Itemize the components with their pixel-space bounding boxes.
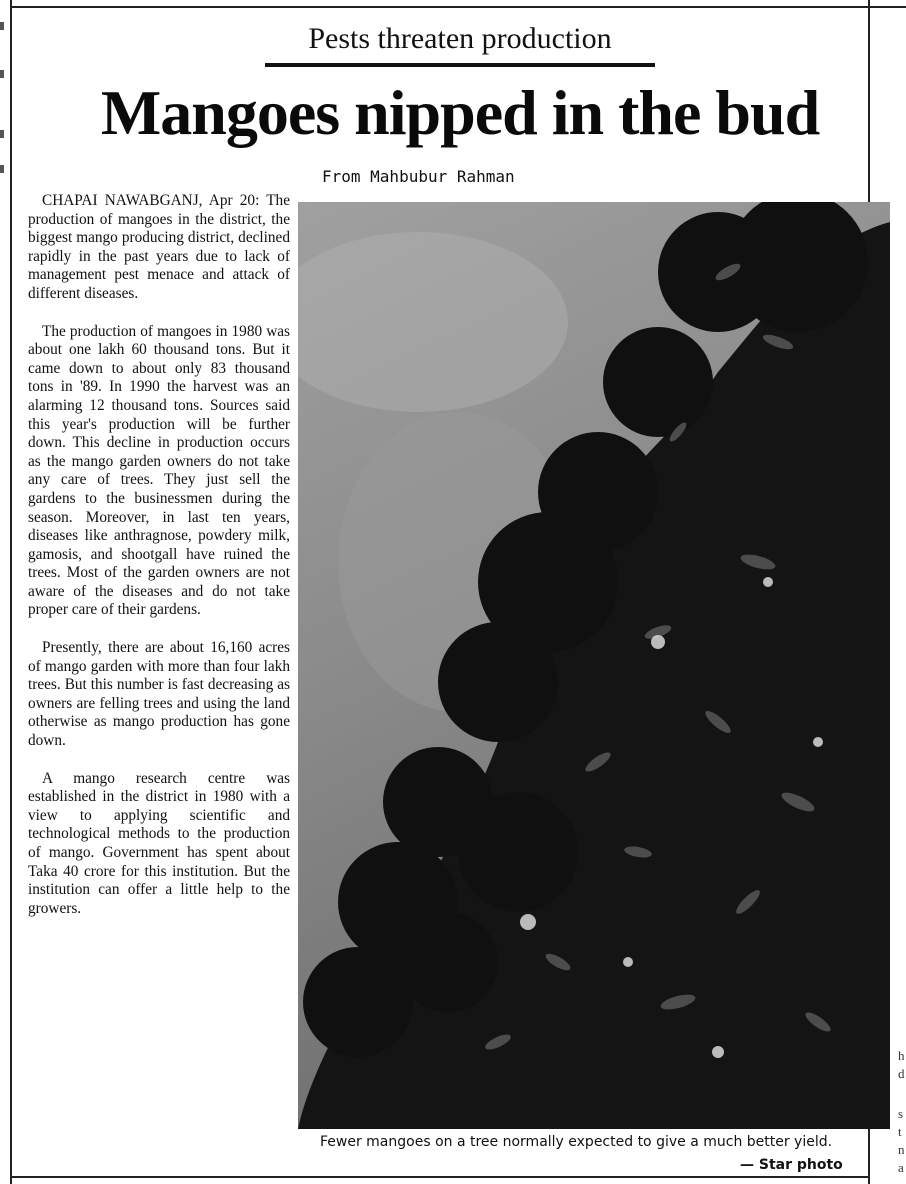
byline: From Mahbubur Rahman [322, 167, 515, 186]
article-paragraph: CHAPAI NAWABGANJ, Apr 20: The production of mangoes in the district, the biggest mango producing district, declined rapidly in the past years due to lack of management pest menace and attack of different diseases. [28, 192, 290, 302]
frame-left-rule [10, 0, 12, 1184]
main-headline: Mangoes nipped in the bud [100, 77, 820, 148]
edge-fragment: n [898, 1142, 905, 1157]
article-paragraph: Presently, there are about 16,160 acres of mango garden with more than four lakh trees. But this number is fast decreasing as owners are felling trees and using the land otherwise as mango production has gone down. [28, 639, 290, 750]
article-paragraph: A mango research centre was established in the district in 1980 with a view to applying scientific and technological methods to the production of mango. Government has spent about Taka 40 crore for this institution. But the institution can offer a little help to the growers. [28, 769, 290, 917]
kicker-subheadline: Pests threaten production [308, 22, 612, 55]
edge-fragment: d [898, 1066, 905, 1081]
kicker-underline [265, 63, 655, 67]
mango-tree-illustration [298, 202, 890, 1129]
mango-tree-photo [298, 202, 890, 1129]
edge-fragment: s [898, 1106, 904, 1121]
edge-fragment: a [898, 1160, 904, 1175]
article-body [28, 192, 290, 937]
article-paragraph: The production of mangoes in 1980 was about one lakh 60 thousand tons. But it came down to about only 83 thousand tons in '89. In 1990 the harvest was an alarming 12 thousand tons. Sources said this year's production will be further down. This decline in production occurs as the mango garden owners do not take any care of trees. They just sell the gardens to the businessmen during the season. Moreover, in last ten years, diseases like anthragnose, powdery milk, gamosis, and shootgall have ruined the trees. Most of the garden owners are not aware of the diseases and do not take proper care of their gardens. [28, 322, 290, 619]
edge-fragment: t [898, 1124, 902, 1139]
photo-caption: Fewer mangoes on a tree normally expected to give a much better yield. [320, 1134, 833, 1150]
photo-credit: — Star photo [740, 1157, 843, 1173]
frame-bottom-rule [10, 1176, 870, 1178]
frame-top-rule [10, 6, 906, 8]
edge-fragment: h [898, 1048, 905, 1063]
adjacent-column-edge-left [0, 0, 9, 1184]
